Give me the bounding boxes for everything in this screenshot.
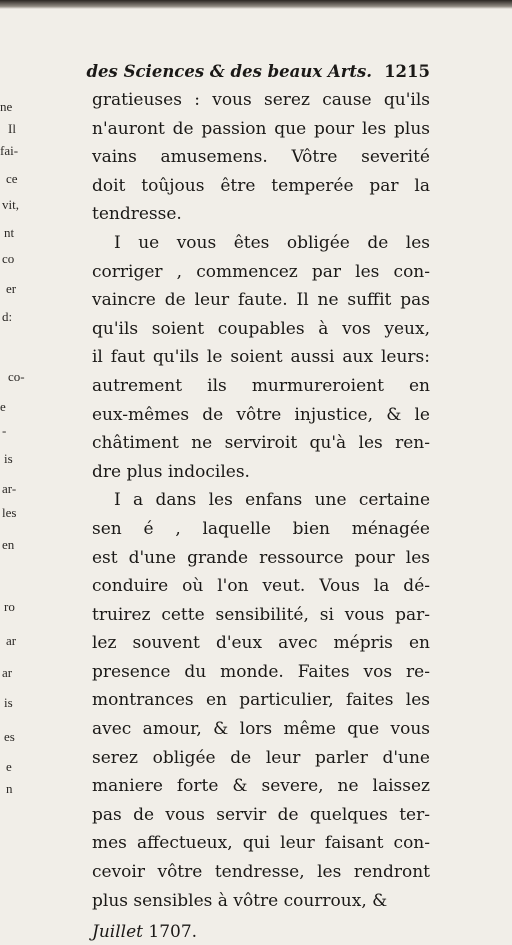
text-line: pas de vous servir de quelques ter- [92, 804, 430, 825]
margin-fragment: fai- [0, 143, 19, 158]
text-line: dre plus indociles. [92, 461, 250, 482]
margin-fragment: co- [8, 369, 25, 384]
text-line: plus sensibles à vôtre courroux, & [92, 890, 388, 911]
margin-fragment: ro [4, 599, 15, 614]
text-line: qu'ils soient coupables à vos yeux, [92, 318, 430, 339]
margin-fragment: ne [0, 99, 13, 114]
margin-fragment: les [2, 505, 17, 520]
margin-fragment: er [6, 281, 17, 296]
text-line: lez souvent d'eux avec mépris en [92, 633, 430, 654]
text-line: truirez cette sensibilité, si vous par- [92, 604, 430, 625]
body-text [92, 86, 430, 915]
text-line: châtiment ne serviroit qu'à les ren- [92, 433, 430, 454]
margin-fragment: ar [6, 633, 17, 648]
paragraph [92, 86, 430, 229]
text-line: autrement ils murmureroient en [92, 375, 430, 396]
text-line: conduire où l'on veut. Vous la dé- [92, 576, 430, 597]
margin-fragment: ar [2, 665, 13, 680]
text-line: est d'une grande ressource pour les [92, 547, 430, 568]
text-line: maniere forte & severe, ne laissez [92, 776, 430, 797]
text-line: presence du monde. Faites vos re- [92, 661, 430, 682]
text-line: avec amour, & lors même que vous [92, 719, 430, 740]
text-line: vains amusemens. Vôtre severité [92, 147, 430, 168]
text-line: n'auront de passion que pour les plus [92, 118, 430, 139]
text-line: serez obligée de leur parler d'une [92, 747, 430, 768]
text-line: il faut qu'ils le soient aussi aux leurs: [92, 347, 430, 368]
margin-fragment: en [2, 537, 15, 552]
margin-fragment: is [4, 451, 13, 466]
footer-year: 1707. [148, 922, 198, 943]
text-line: vaincre de leur faute. Il ne suffit pas [92, 290, 430, 311]
page-top-edge [0, 0, 512, 9]
facing-page-margin [0, 70, 40, 810]
paragraph [92, 486, 430, 915]
text-line: montrances en particulier, faites les [92, 690, 430, 711]
text-line: mes affectueux, qui leur faisant con- [92, 833, 430, 854]
margin-fragment: n [6, 781, 13, 796]
text-line: tendresse. [92, 204, 182, 225]
margin-fragment: is [4, 695, 13, 710]
margin-fragment: e [6, 759, 12, 774]
margin-fragment: es [4, 729, 15, 744]
margin-fragment: ce [6, 171, 18, 186]
text-line: sen é , laquelle bien ménagée [92, 518, 430, 539]
margin-fragment: Il [8, 121, 16, 136]
margin-fragment: nt [4, 225, 15, 240]
paragraph [92, 229, 430, 486]
running-head-title: des Sciences & des beaux Arts. [86, 62, 373, 81]
text-line: doit toûjous être temperée par la [92, 175, 430, 196]
margin-fragment: ar- [2, 481, 17, 496]
footer-month: Juillet [92, 922, 143, 943]
text-line: I ue vous êtes obligée de les [114, 232, 430, 253]
text-line: gratieuses : vous serez cause qu'ils [92, 90, 430, 110]
signature-line [92, 919, 430, 945]
margin-fragment: - [2, 423, 7, 438]
text-line: cevoir vôtre tendresse, les rendront [92, 862, 430, 883]
text-line: eux-mêmes de vôtre injustice, & le [92, 404, 430, 425]
running-head [86, 60, 430, 86]
margin-fragment: d: [2, 309, 13, 324]
margin-fragment: e [0, 399, 6, 414]
text-line: corriger , commencez par les con- [92, 261, 430, 282]
margin-fragment: vit, [2, 197, 19, 212]
margin-fragment: co [2, 251, 15, 266]
book-page [86, 60, 430, 945]
page-number: 1215 [384, 62, 430, 81]
text-line: I a dans les enfans une certaine [114, 490, 430, 511]
